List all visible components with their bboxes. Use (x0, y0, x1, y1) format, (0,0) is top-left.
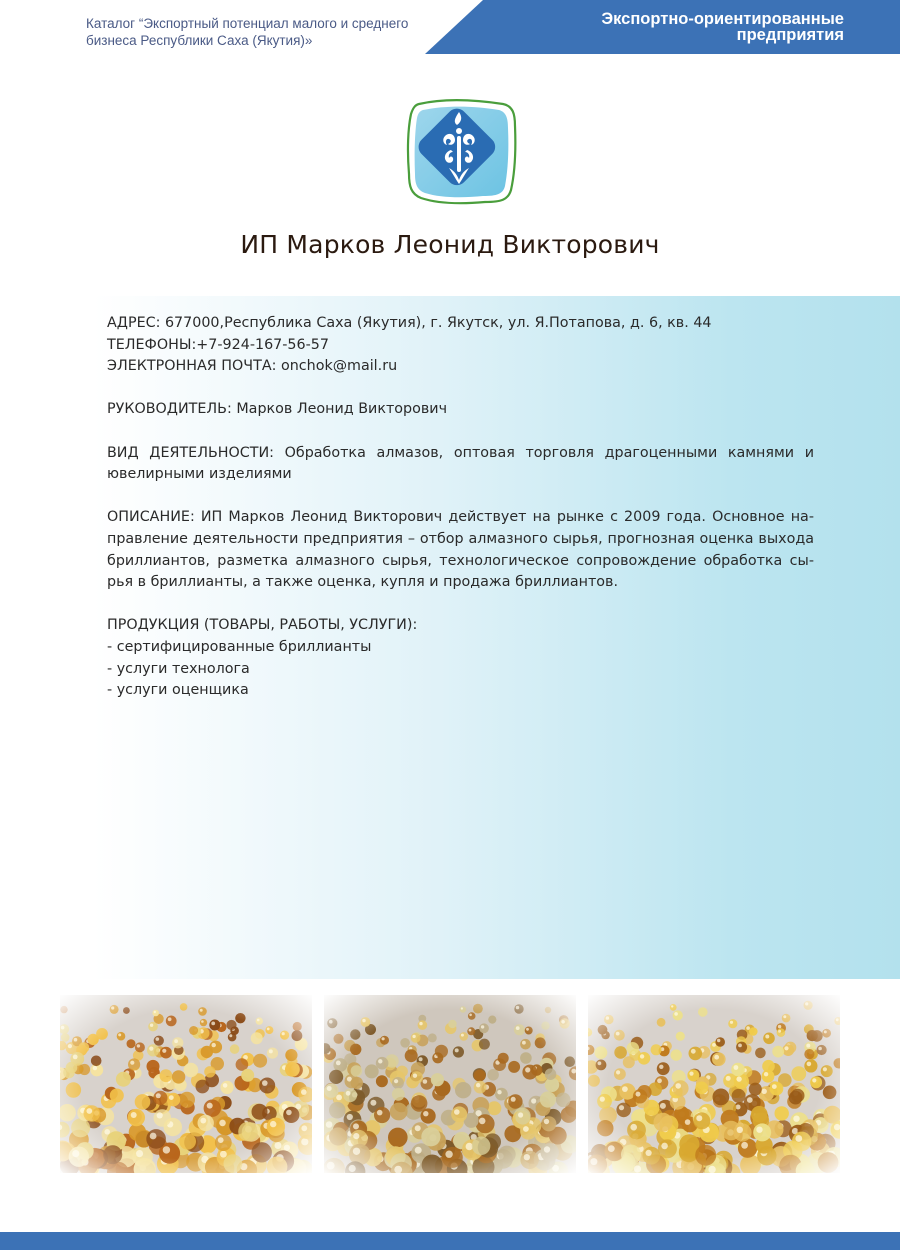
section-title (601, 11, 844, 43)
photo-vignette (60, 995, 312, 1173)
section-title-line-2: предприятия (736, 26, 844, 44)
section-title-line-1: Экспортно-ориентированные (601, 10, 844, 28)
company-info (107, 313, 814, 702)
director: РУКОВОДИТЕЛЬ: Марков Леонид Викторович (107, 401, 448, 418)
product-item: - услуги технолога (107, 660, 250, 677)
company-name: ИП Марков Леонид Викторович (240, 230, 660, 259)
catalog-title-line-1: Каталог “Экспортный потенциал малого и среднего (86, 16, 409, 31)
products-heading: ПРОДУКЦИЯ (ТОВАРЫ, РАБОТЫ, УСЛУГИ): (107, 617, 418, 634)
catalog-title (86, 15, 446, 49)
diamond-photos (60, 995, 840, 1173)
photo-vignette (324, 995, 576, 1173)
address: АДРЕС: 677000,Республика Саха (Якутия), г. Якутск, ул. Я.Потапова, д. 6, кв. 44 (107, 315, 712, 331)
diamond-photo-2 (324, 995, 576, 1173)
diamond-photo-3 (588, 995, 840, 1173)
email: ЭЛЕКТРОННАЯ ПОЧТА: onchok@mail.ru (107, 358, 398, 375)
diamond-photo-1 (60, 995, 312, 1173)
bottom-bar (0, 1232, 900, 1250)
photo-vignette (588, 995, 840, 1173)
activity: ВИД ДЕЯТЕЛЬНОСТИ: Обработка алмазов, оптовая торговля драгоценными камнями и ювелирными изделиями (107, 444, 814, 483)
section-banner (425, 0, 900, 54)
description: ОПИСАНИЕ: ИП Марков Леонид Викторович действует на рынке с 2009 года. Основное направление деятельности предприятия – отбор алмазного сырья, прогнозная оценка выхода бриллиантов, разметка алмазного сырья, технологическое сопровождение обработка сырья в бриллианты, а также оценка, купля и продажа бриллиантов. (107, 509, 814, 591)
product-item: - услуги оценщика (107, 682, 249, 699)
catalog-title-line-2: бизнеса Республики Саха (Якутия)» (86, 33, 313, 48)
phones: ТЕЛЕФОНЫ:+7-924-167-56-57 (107, 336, 329, 353)
product-item: - сертифицированные бриллианты (107, 638, 372, 655)
company-logo (405, 98, 517, 206)
